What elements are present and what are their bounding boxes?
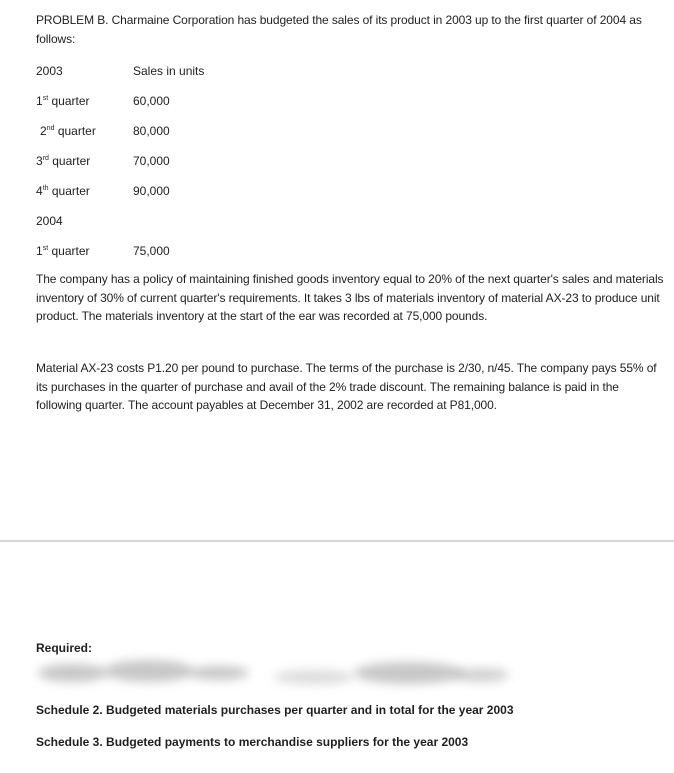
quarter-units: 90,000 bbox=[133, 184, 170, 198]
schedule-3 bbox=[36, 735, 468, 749]
quarter-label: 1st quarter bbox=[36, 94, 90, 108]
year-2004-label: 2004 bbox=[36, 214, 63, 228]
page-divider bbox=[0, 540, 674, 542]
policy-paragraph: The company has a policy of maintaining finished goods inventory equal to 20% of the next quarter's sales and materials inventory of 30% of current quarter's requirements. It takes 3 lbs of materials inventory of material AX-23 to produce unit product. The materials inventory at the start of the ear was recorded at 75,000 pounds. bbox=[36, 272, 664, 323]
year-2003-label: 2003 bbox=[36, 64, 63, 78]
schedule-3-text: Budgeted payments to merchandise suppliers for the year 2003 bbox=[102, 735, 469, 749]
quarter-units: 75,000 bbox=[133, 244, 170, 258]
quarter-units: 70,000 bbox=[133, 154, 170, 168]
intro-paragraph: PROBLEM B. Charmaine Corporation has budgeted the sales of its product in 2003 up to the first quarter of 2004 as follows: bbox=[36, 13, 642, 46]
schedule-2-label: Schedule 2. bbox=[36, 703, 103, 717]
quarter-label: 3rd quarter bbox=[36, 154, 91, 168]
schedule-2-text: Budgeted materials purchases per quarter and in total for the year 2003 bbox=[102, 703, 514, 717]
material-paragraph: Material AX-23 costs P1.20 per pound to purchase. The terms of the purchase is 2/30, n/45. The company pays 55% of its purchases in the quarter of purchase and avail of the 2% trade discount. The remaining balance is paid in the following quarter. The account payables at December 31, 2002 are recorded at P81,000. bbox=[36, 361, 657, 412]
schedule-2 bbox=[36, 703, 514, 717]
quarter-units: 80,000 bbox=[133, 124, 170, 138]
quarter-label: 2nd quarter bbox=[40, 124, 96, 138]
sales-units-header: Sales in units bbox=[133, 64, 205, 78]
quarter-label: 4th quarter bbox=[36, 184, 90, 198]
redacted-line bbox=[34, 656, 514, 692]
required-label: Required: bbox=[36, 641, 93, 655]
schedule-3-label: Schedule 3. bbox=[36, 735, 103, 749]
quarter-units: 60,000 bbox=[133, 94, 170, 108]
quarter-label: 1st quarter bbox=[36, 244, 90, 258]
